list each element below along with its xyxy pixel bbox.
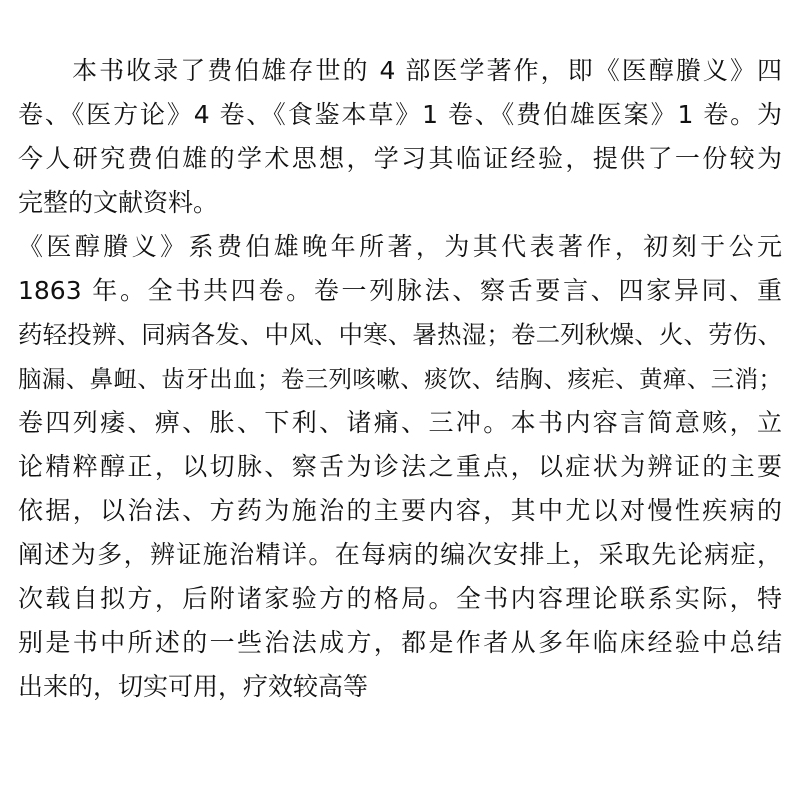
text-line: 完整的文献资料。 [18,188,219,217]
text-line: 1863 年。全书共四卷。卷一列脉法、察舌要言、四家异同、重 [18,276,782,305]
text-line: 别是书中所述的一些治法成方，都是作者从多年临床经验中总结 [18,628,782,657]
text-line: 《医醇賸义》系费伯雄晚年所著，为其代表著作，初刻于公元 [18,232,782,261]
text-line: 卷、《医方论》4 卷、《食鉴本草》1 卷、《费伯雄医案》1 卷。为 [18,100,782,129]
text-line: 依据，以治法、方药为施治的主要内容，其中尤以对慢性疾病的 [18,496,782,525]
text-line: 本书收录了费伯雄存世的 4 部医学著作，即《医醇賸义》四 [18,56,782,85]
text-line: 阐述为多，辨证施治精详。在每病的编次安排上，采取先论病症， [18,540,782,569]
text-line: 药轻投辨、同病各发、中风、中寒、暑热湿；卷二列秋燥、火、劳伤、 [18,320,782,349]
text-line: 脑漏、鼻衄、齿牙出血；卷三列咳嗽、痰饮、结胸、痎疟、黄瘅、三消； [18,365,782,393]
text-line: 出来的，切实可用，疗效较高等 [18,672,369,701]
text-line: 次载自拟方，后附诸家验方的格局。全书内容理论联系实际，特 [18,584,782,613]
text-line: 论精粹醇正，以切脉、察舌为诊法之重点，以症状为辨证的主要 [18,452,782,481]
text-line: 卷四列痿、痹、胀、下利、诸痛、三冲。本书内容言简意赅，立 [18,408,782,437]
text-line: 今人研究费伯雄的学术思想，学习其临证经验，提供了一份较为 [18,144,782,173]
